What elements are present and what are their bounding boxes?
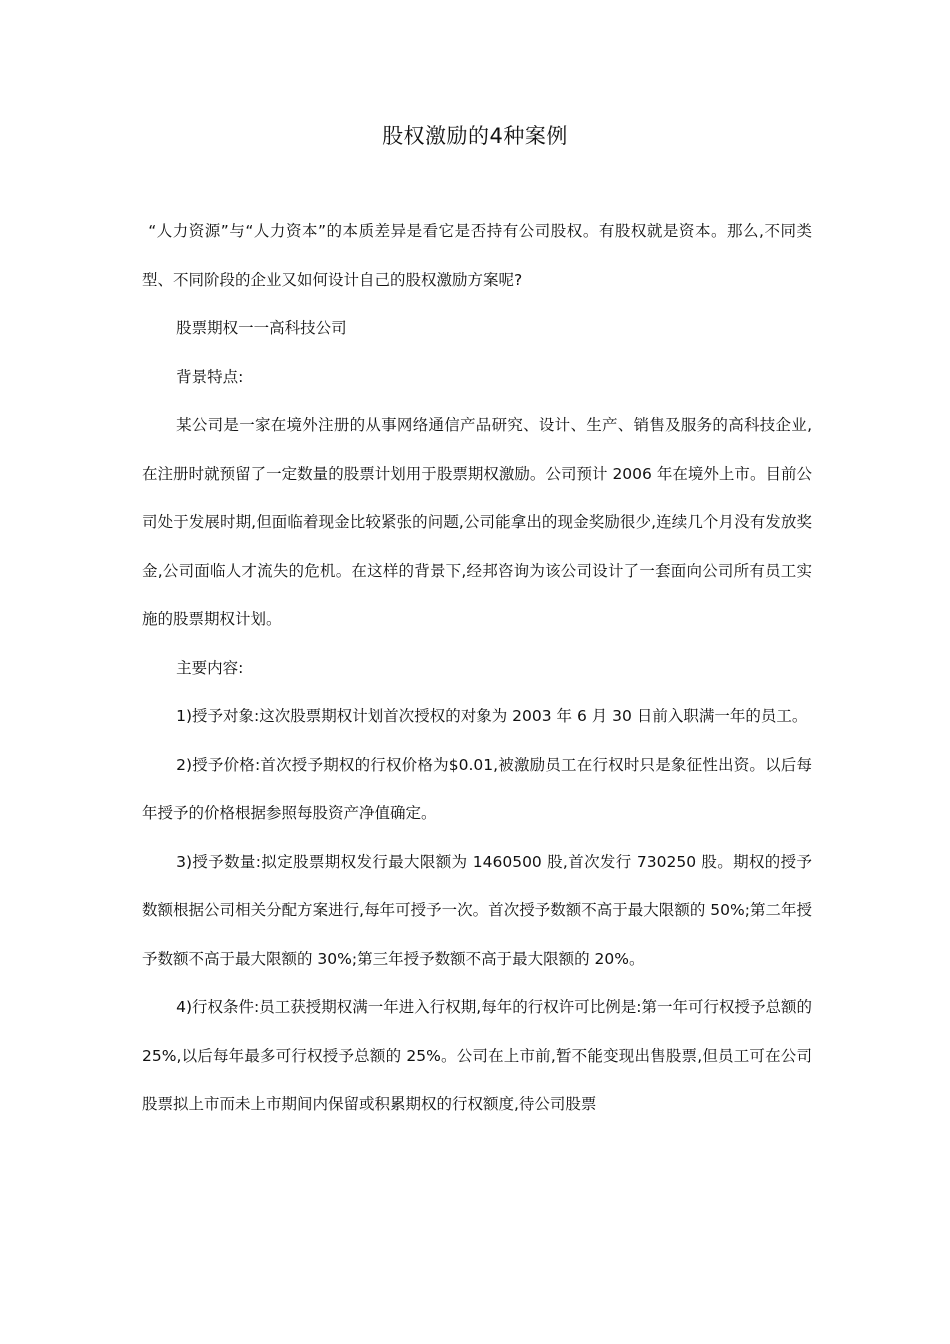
document-body xyxy=(142,207,812,1129)
exercise-conditions-paragraph: 4)行权条件:员工获授期权满一年进入行权期,每年的行权许可比例是:第一年可行权授予总额的 25%,以后每年最多可行权授予总额的 25%。公司在上市前,暂不能变现出售股票,但员工可在公司股票拟上市而未上市期间内保留或积累期权的行权额度,待公司股票 xyxy=(142,998,812,1113)
section-heading-stock-options: 股票期权一一高科技公司 xyxy=(176,319,347,337)
main-content-heading: 主要内容: xyxy=(176,658,244,677)
background-heading: 背景特点: xyxy=(176,367,244,386)
grant-quantity-paragraph: 3)授予数量:拟定股票期权发行最大限额为 1460500 股,首次发行 730250 股。期权的授予数额根据公司相关分配方案进行,每年可授予一次。首次授予数额不高于最大限额的 50%;第二年授予数额不高于最大限额的 30%;第三年授予数额不高于最大限额的 20%。 xyxy=(142,852,812,968)
document-title: 股权激励的4种案例 xyxy=(382,124,568,148)
intro-paragraph: “人力资源”与“人力资本”的本质差异是看它是否持有公司股权。有股权就是资本。那么,不同类型、不同阶段的企业又如何设计自己的股权激励方案呢? xyxy=(142,222,812,289)
background-paragraph: 某公司是一家在境外注册的从事网络通信产品研究、设计、生产、销售及服务的高科技企业,在注册时就预留了一定数量的股票计划用于股票期权激励。公司预计 2006 年在境外上市。目前公司处于发展时期,但面临着现金比较紧张的问题,公司能拿出的现金奖励很少,连续几个月没有发放奖金,公司面临人才流失的危机。在这样的背景下,经邦咨询为该公司设计了一套面向公司所有员工实施的股票期权计划。 xyxy=(142,416,812,628)
grant-target-paragraph: 1)授予对象:这次股票期权计划首次授权的对象为 2003 年 6 月 30 日前入职满一年的员工。 xyxy=(176,707,808,725)
grant-price-paragraph: 2)授予价格:首次授予期权的行权价格为$0.01,被激励员工在行权时只是象征性出资。以后每年授予的价格根据参照每股资产净值确定。 xyxy=(142,755,812,822)
